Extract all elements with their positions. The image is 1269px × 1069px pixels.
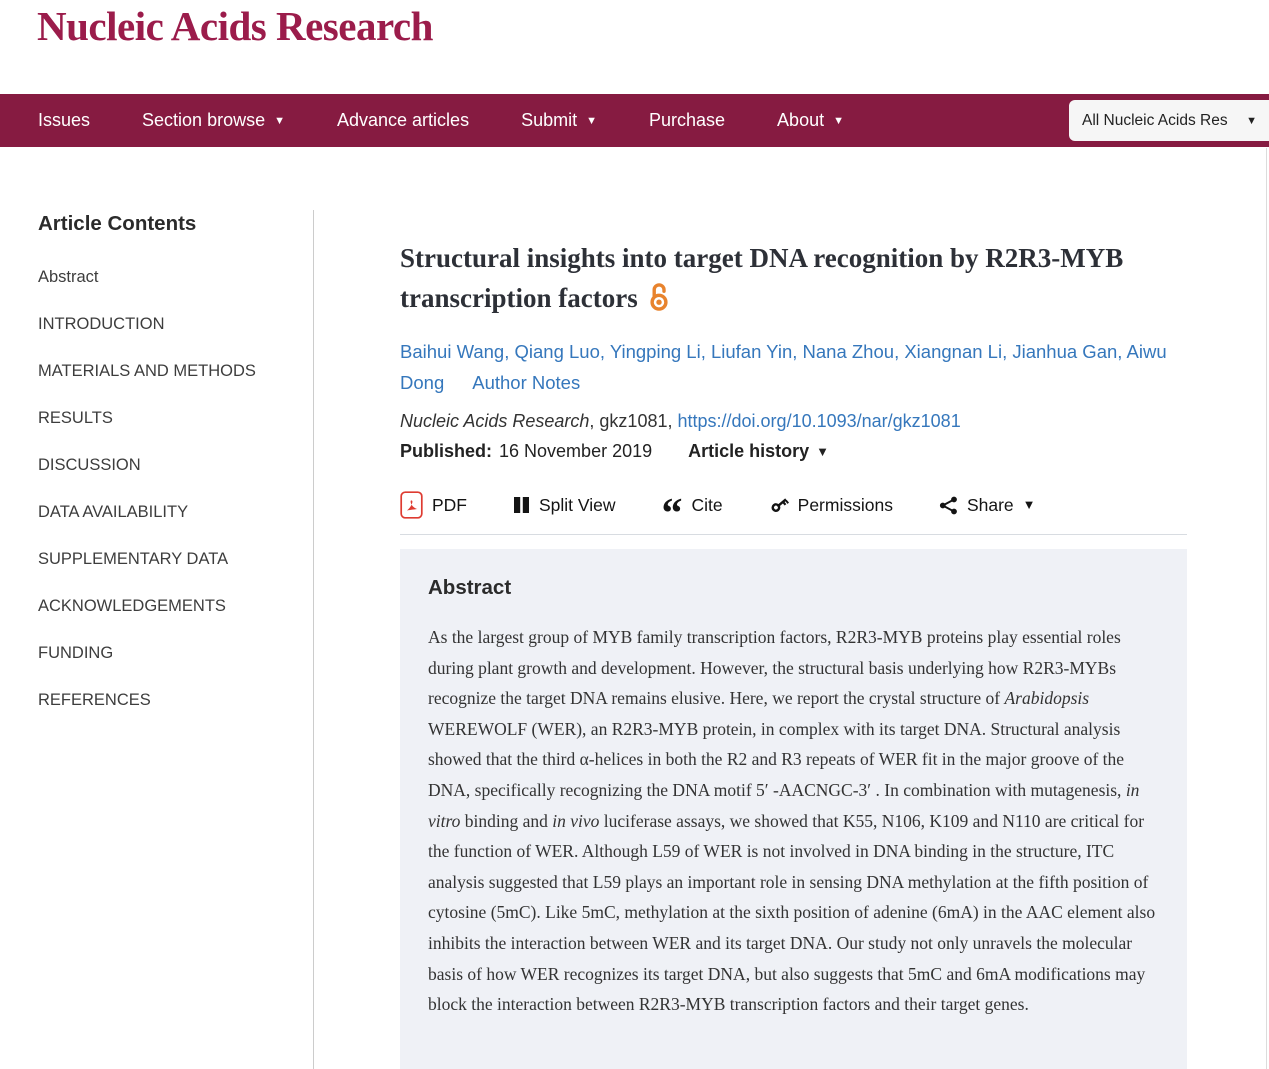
search-scope-dropdown[interactable] bbox=[1069, 100, 1269, 141]
author-link[interactable]: Jianhua Gan bbox=[1012, 341, 1118, 362]
nav-items bbox=[38, 110, 896, 131]
search-scope-label: All Nucleic Acids Res bbox=[1082, 111, 1228, 129]
nav-item-purchase[interactable]: Purchase bbox=[649, 110, 726, 130]
split-view-button[interactable] bbox=[513, 495, 616, 516]
published-label: Published: bbox=[400, 441, 493, 461]
published-date: 16 November 2019 bbox=[499, 441, 653, 461]
author-link[interactable]: Xiangnan Li bbox=[904, 341, 1003, 362]
chevron-down-icon: ▼ bbox=[1246, 114, 1257, 127]
article-main bbox=[400, 238, 1188, 1069]
citation-line: Nucleic Acids Research, gkz1081, https://doi.org/10.1093/nar/gkz1081 bbox=[400, 411, 961, 431]
author-link[interactable]: Nana Zhou bbox=[802, 341, 895, 362]
journal-logo[interactable]: Nucleic Acids Research bbox=[37, 3, 433, 49]
toc-item-supplementary-data[interactable]: SUPPLEMENTARY DATA bbox=[38, 550, 229, 568]
nav-item-advance-articles[interactable]: Advance articles bbox=[337, 110, 470, 130]
split-view-label: Split View bbox=[539, 494, 616, 515]
toc-item-discussion[interactable]: DISCUSSION bbox=[38, 456, 141, 474]
author-link[interactable]: Qiang Luo bbox=[514, 341, 600, 362]
share-button[interactable] bbox=[939, 495, 1036, 516]
pdf-button[interactable] bbox=[400, 491, 467, 519]
share-label: Share bbox=[966, 494, 1014, 515]
author-list: Baihui Wang, Qiang Luo, Yingping Li, Liufan Yin, Nana Zhou, Xiangnan Li, Jianhua Gan, Aiwu Dong Author Notes bbox=[400, 341, 1167, 393]
published-line bbox=[400, 441, 1188, 462]
cite-button[interactable] bbox=[662, 495, 723, 516]
journal-name: Nucleic Acids Research bbox=[400, 411, 590, 431]
author-link[interactable]: Yingping Li bbox=[609, 341, 701, 362]
split-view-icon bbox=[513, 496, 530, 514]
toc-item-materials-and-methods[interactable]: MATERIALS AND METHODS bbox=[38, 362, 256, 380]
toc-item-data-availability[interactable]: DATA AVAILABILITY bbox=[38, 503, 189, 521]
sidebar-divider bbox=[313, 210, 314, 1069]
doi-link[interactable]: https://doi.org/10.1093/nar/gkz1081 bbox=[677, 411, 961, 431]
cite-label: Cite bbox=[691, 494, 723, 515]
abstract-heading: Abstract bbox=[428, 576, 512, 599]
nav-item-issues[interactable]: Issues bbox=[38, 110, 91, 130]
toc-item-acknowledgements[interactable]: ACKNOWLEDGEMENTS bbox=[38, 597, 226, 615]
quote-icon bbox=[662, 500, 683, 510]
pdf-icon bbox=[400, 491, 423, 519]
masthead bbox=[0, 0, 1269, 94]
author-notes-link[interactable]: Author Notes bbox=[472, 372, 581, 393]
author-link[interactable]: Baihui Wang bbox=[400, 341, 505, 362]
abstract-section bbox=[400, 549, 1187, 1069]
toc-item-abstract[interactable]: Abstract bbox=[38, 268, 99, 286]
nav-item-submit[interactable]: Submit ▼ bbox=[521, 110, 597, 131]
article-history-dropdown[interactable]: Article history ▼ bbox=[688, 441, 829, 461]
toolbar-divider bbox=[400, 534, 1187, 535]
nav-item-section-browse[interactable]: Section browse ▼ bbox=[142, 110, 285, 131]
author-link[interactable]: Liufan Yin bbox=[710, 341, 793, 362]
toc-item-references[interactable]: REFERENCES bbox=[38, 691, 151, 709]
key-icon bbox=[769, 495, 789, 515]
toc-item-funding[interactable]: FUNDING bbox=[38, 644, 114, 662]
author-link[interactable]: Aiwu Dong bbox=[400, 341, 1167, 393]
article-id: gkz1081 bbox=[599, 411, 668, 431]
share-icon bbox=[939, 496, 958, 515]
toc-item-results[interactable]: RESULTS bbox=[38, 409, 113, 427]
page-edge-divider bbox=[1266, 148, 1267, 1069]
article-title: Structural insights into target DNA recognition by R2R3-MYB transcription factors bbox=[400, 238, 1186, 323]
open-access-icon bbox=[648, 283, 670, 323]
pdf-label: PDF bbox=[432, 494, 467, 515]
permissions-button[interactable] bbox=[769, 495, 893, 516]
article-contents-sidebar bbox=[38, 212, 298, 738]
main-navbar bbox=[0, 94, 1269, 147]
nav-item-about[interactable]: About ▼ bbox=[777, 110, 844, 131]
toc-item-introduction[interactable]: INTRODUCTION bbox=[38, 315, 165, 333]
permissions-label: Permissions bbox=[797, 494, 893, 515]
sidebar-heading: Article Contents bbox=[38, 212, 197, 235]
article-toolbar bbox=[400, 491, 1188, 519]
abstract-text: As the largest group of MYB family transcription factors, R2R3-MYB proteins play essential roles during plant growth and development. However, the structural basis underlying how R2R3-MYBs recognize the target DNA remains elusive. Here, we report the crystal structure of Arabidopsis WEREWOLF (WER), an R2R3-MYB protein, in complex with its target DNA. Structural analysis showed that the third α-helices in both the R2 and R3 repeats of WER fit in the major groove of the DNA, specifically recognizing the DNA motif 5′ -AACNGC-3′ . In combination with mutagenesis, in vitro binding and in vivo luciferase assays, we showed that K55, N106, K109 and N110 are critical for the function of WER. Although L59 of WER is not involved in DNA binding in the structure, ITC analysis suggested that L59 plays an important role in sensing DNA methylation at the fifth position of cytosine (5mC). Like 5mC, methylation at the sixth position of adenine (6mA) in the AAC element also inhibits the interaction between WER and its target DNA. Our study not only unravels the molecular basis of how WER recognizes its target DNA, but also suggests that 5mC and 6mA modifications may block the interaction between R2R3-MYB transcription factors and their target genes. bbox=[428, 627, 1156, 1015]
